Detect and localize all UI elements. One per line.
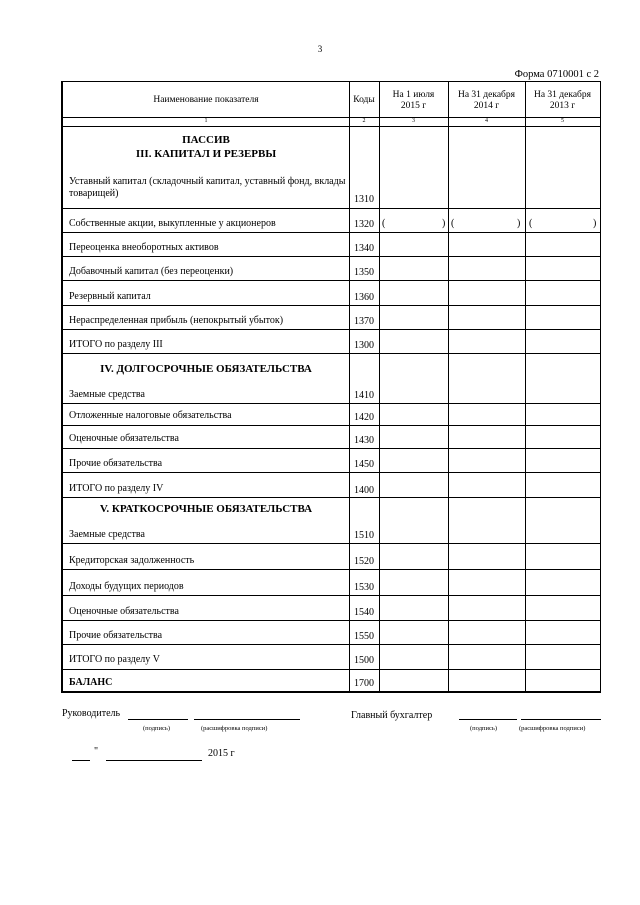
col-divider (379, 81, 380, 691)
header-col1: На 1 июля 2015 г (392, 89, 435, 111)
row-label: Прочие обязательства (69, 458, 163, 469)
row-label: Заемные средства (69, 389, 145, 400)
row-label: Резервный капитал (69, 291, 151, 302)
signature-caption: (подпись) (143, 725, 170, 732)
row-label: ИТОГО по разделу V (69, 654, 160, 665)
row-label: Оценочные обязательства (69, 433, 179, 444)
paren-open: ( (529, 218, 533, 229)
paren-close: ) (442, 218, 446, 229)
decoding-caption: (расшифровка подписи) (201, 725, 268, 732)
paren-close: ) (593, 218, 597, 229)
row-label: Уставный капитал (складочный капитал, уставный фонд, вклады товарищей) (69, 176, 346, 199)
column-numbers-row (63, 118, 600, 127)
chief-accountant-label: Главный бухгалтер (351, 710, 433, 721)
row-code: 1550 (354, 631, 374, 642)
row-label: Кредиторская задолженность (69, 555, 195, 566)
row-code: 1430 (354, 435, 374, 446)
decoding-line (194, 719, 300, 720)
section-title: IV. ДОЛГОСРОЧНЫЕ ОБЯЗАТЕЛЬСТВА (100, 363, 312, 375)
decoding-caption: (расшифровка подписи) (519, 725, 586, 732)
col-number: 1 (204, 118, 208, 124)
row-code: 1340 (354, 243, 374, 254)
balance-table (61, 81, 601, 693)
header-name: Наименование показателя (153, 95, 259, 106)
date-month-line (106, 760, 202, 761)
row-code: 1530 (354, 582, 374, 593)
decoding-line (521, 719, 601, 720)
col-divider (448, 81, 449, 691)
row-code: 1420 (354, 412, 374, 423)
col-number: 2 (362, 118, 366, 124)
row-label: Заемные средства (69, 529, 145, 540)
row-label: Отложенные налоговые обязательства (69, 410, 232, 421)
row-code: 1350 (354, 267, 374, 278)
row-label: Нераспределенная прибыль (непокрытый убыток) (69, 315, 284, 326)
row-code: 1300 (354, 340, 374, 351)
col-divider (525, 81, 526, 691)
paren-close: ) (517, 218, 521, 229)
row-code: 1410 (354, 390, 374, 401)
row-code: 1540 (354, 607, 374, 618)
col-divider (349, 81, 350, 691)
row-code: 1400 (354, 485, 374, 496)
date-year: 2015 г (208, 748, 235, 759)
col-number: 4 (485, 118, 488, 124)
page-number: 3 (317, 44, 323, 54)
row-code: 1510 (354, 530, 374, 541)
row-label: Доходы будущих периодов (69, 581, 184, 592)
row-label: Переоценка внеоборотных активов (69, 242, 219, 253)
row-label: Добавочный капитал (без переоценки) (69, 266, 234, 277)
row-code: 1500 (354, 655, 374, 666)
row-code: 1370 (354, 316, 374, 327)
signature-caption: (подпись) (470, 725, 497, 732)
row-code: 1700 (354, 678, 374, 689)
date-day-line (72, 760, 90, 761)
form-code: Форма 0710001 с 2 (514, 69, 599, 80)
signature-line (128, 719, 188, 720)
row-code: 1520 (354, 556, 374, 567)
section-title: III. КАПИТАЛ И РЕЗЕРВЫ (135, 148, 277, 160)
row-label: Прочие обязательства (69, 630, 163, 641)
paren-open: ( (451, 218, 455, 229)
header-col3: На 31 декабря 2013 г (533, 89, 592, 111)
header-codes: Коды (353, 95, 375, 106)
col-number: 3 (412, 118, 415, 124)
head-label: Руководитель (62, 708, 121, 719)
row-label: ИТОГО по разделу III (69, 339, 163, 350)
row-label: БАЛАНС (69, 677, 113, 688)
header-col2: На 31 декабря 2014 г (457, 89, 516, 111)
section-title: ПАССИВ (182, 134, 230, 146)
row-label: ИТОГО по разделу IV (69, 483, 164, 494)
section-title: V. КРАТКОСРОЧНЫЕ ОБЯЗАТЕЛЬСТВА (99, 503, 313, 515)
table-header (63, 81, 600, 118)
row-label: Собственные акции, выкупленные у акционеров (69, 218, 276, 229)
date-quote: " (94, 746, 99, 757)
row-code: 1360 (354, 292, 374, 303)
row-code: 1450 (354, 459, 374, 470)
paren-open: ( (382, 218, 386, 229)
row-label: Оценочные обязательства (69, 606, 179, 617)
row-code: 1320 (354, 219, 374, 230)
row-code: 1310 (354, 194, 374, 205)
signature-line (459, 719, 517, 720)
col-number: 5 (561, 118, 564, 124)
